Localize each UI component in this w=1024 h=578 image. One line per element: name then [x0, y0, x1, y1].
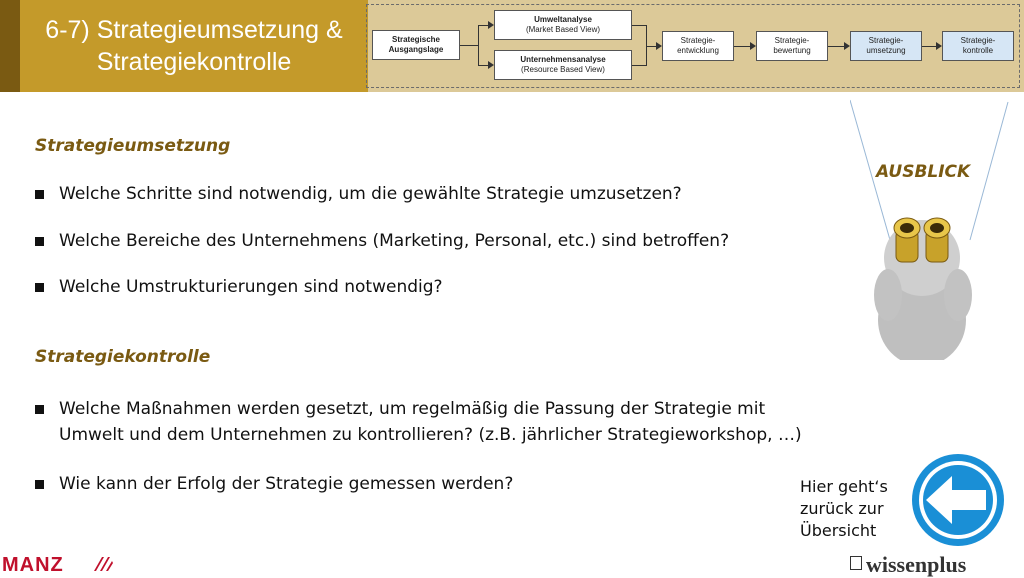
- back-text-line-1: Hier geht‘s: [800, 477, 888, 496]
- flow-arrow: [844, 42, 850, 50]
- flow-connector: [646, 46, 656, 47]
- flow-connector: [632, 25, 646, 26]
- bullet-item: [35, 274, 875, 300]
- flow-arrow: [656, 42, 662, 50]
- flow-box-umweltanalyse[interactable]: [494, 10, 632, 40]
- flow-box-entwicklung-line-2: entwicklung: [677, 46, 719, 55]
- flow-box-bewertung[interactable]: [756, 31, 828, 61]
- bullet-text: Wie kann der Erfolg der Strategie gemessen werden?: [59, 474, 514, 494]
- flow-box-umsetzung-line-2: umsetzung: [866, 46, 906, 55]
- flow-box-kontrolle-line-2: kontrolle: [962, 46, 994, 55]
- flow-box-umweltanalyse-line-1: Umweltanalyse: [534, 15, 592, 24]
- flow-connector: [460, 45, 478, 46]
- wissenplus-logo: wissenplus: [866, 552, 967, 577]
- flow-connector: [922, 46, 936, 47]
- back-text-line-3: Übersicht: [800, 521, 877, 540]
- flow-arrow: [488, 21, 494, 29]
- bullet-text: Welche Umstrukturierungen sind notwendig?: [59, 277, 443, 297]
- page-title-line-2: Strategiekontrolle: [96, 48, 292, 76]
- binoculars-figure-icon: [850, 90, 1020, 360]
- flow-box-kontrolle[interactable]: [942, 31, 1014, 61]
- flow-connector: [478, 65, 488, 66]
- flow-arrow: [936, 42, 942, 50]
- bullet-square-icon: [35, 190, 44, 199]
- flow-box-entwicklung[interactable]: [662, 31, 734, 61]
- flow-connector: [828, 46, 844, 47]
- bullet-item: [35, 471, 875, 497]
- flow-arrow: [488, 61, 494, 69]
- bullet-square-icon: [35, 405, 44, 414]
- flow-connector: [734, 46, 750, 47]
- flow-box-ausgangslage[interactable]: [372, 30, 460, 60]
- bullet-text: Welche Bereiche des Unternehmens (Marketing, Personal, etc.) sind betroffen?: [59, 231, 730, 251]
- manz-logo-mark-icon: [92, 555, 114, 573]
- back-arrow-button[interactable]: [910, 452, 1006, 548]
- ausblick-label: AUSBLICK: [876, 162, 971, 182]
- bullet-square-icon: [35, 480, 44, 489]
- bullet-text-continuation: Umwelt und dem Unternehmen zu kontrollieren? (z.B. jährlicher Strategieworkshop, …): [59, 425, 802, 445]
- bullet-item: [35, 396, 875, 448]
- bullet-square-icon: [35, 283, 44, 292]
- flow-box-bewertung-line-1: Strategie-: [774, 36, 810, 45]
- bullet-item: [35, 228, 875, 254]
- flow-box-ausgangslage-line-1: Strategische: [391, 35, 441, 44]
- flow-connector: [478, 25, 479, 66]
- back-text-line-2: zurück zur: [800, 499, 884, 518]
- flow-arrow: [750, 42, 756, 50]
- flow-box-unternehmensanalyse-line-2: (Resource Based View): [521, 65, 605, 74]
- bullet-square-icon: [35, 237, 44, 246]
- flow-box-umweltanalyse-line-2: (Market Based View): [525, 25, 601, 34]
- page-title-line-1: 6-7) Strategieumsetzung &: [45, 16, 343, 44]
- flow-box-bewertung-line-2: bewertung: [773, 46, 811, 55]
- bullet-text: Welche Maßnahmen werden gesetzt, um regelmäßig die Passung der Strategie mit: [59, 399, 766, 419]
- bullet-item: [35, 181, 875, 207]
- flow-connector: [478, 25, 488, 26]
- flow-box-umsetzung[interactable]: [850, 31, 922, 61]
- flow-connector: [632, 65, 646, 66]
- process-flow: [0, 0, 1024, 92]
- flow-box-entwicklung-line-1: Strategie-: [680, 36, 716, 45]
- flow-box-kontrolle-line-1: Strategie-: [960, 36, 996, 45]
- bullet-text: Welche Schritte sind notwendig, um die gewählte Strategie umzusetzen?: [59, 184, 682, 204]
- section-heading-umsetzung: Strategieumsetzung: [35, 136, 231, 156]
- wissenplus-logo-mark-icon: [850, 556, 862, 570]
- flow-box-ausgangslage-line-2: Ausgangslage: [388, 45, 444, 54]
- flow-box-unternehmensanalyse-line-1: Unternehmensanalyse: [520, 55, 606, 64]
- section-heading-kontrolle: Strategiekontrolle: [35, 347, 211, 367]
- flow-box-umsetzung-line-1: Strategie-: [868, 36, 904, 45]
- manz-logo: MANZ: [2, 554, 64, 576]
- flow-box-unternehmensanalyse[interactable]: [494, 50, 632, 80]
- back-to-overview-text[interactable]: [800, 476, 888, 542]
